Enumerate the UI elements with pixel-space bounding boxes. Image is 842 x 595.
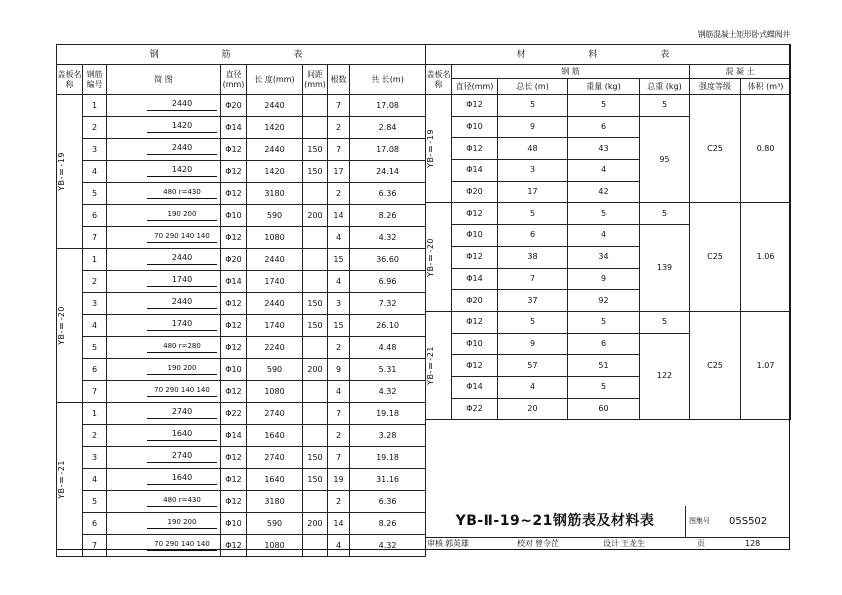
bar-spacing bbox=[303, 403, 328, 425]
reviewer-name: 郭英雄 bbox=[445, 539, 469, 548]
bar-spacing: 150 bbox=[303, 447, 328, 469]
bar-shape-label: 1740 bbox=[147, 318, 217, 331]
slab-name: YB-Ⅱ-19 bbox=[57, 152, 66, 191]
bar-diameter: Φ12 bbox=[221, 293, 247, 315]
rebar-row bbox=[57, 535, 426, 557]
bar-spacing bbox=[303, 491, 328, 513]
rebar-table-title: 钢 筋 表 bbox=[57, 45, 426, 65]
bar-count: 2 bbox=[328, 183, 350, 205]
mat-total-weight-rest: 95 bbox=[640, 116, 690, 203]
bar-shape-label: 2440 bbox=[147, 296, 217, 309]
bar-shape-label: 70 290 140 140 bbox=[147, 538, 217, 551]
slab-name-cell bbox=[57, 95, 83, 249]
bar-number: 4 bbox=[83, 315, 107, 337]
mat-col-concrete: 混 凝 土 bbox=[690, 65, 791, 79]
mat-col-diameter: 直径(mm) bbox=[452, 79, 498, 95]
rebar-row bbox=[57, 139, 426, 161]
bar-total-length: 6.96 bbox=[350, 271, 426, 293]
mat-diameter: Φ12 bbox=[452, 203, 498, 225]
slab-name: YB-Ⅱ-20 bbox=[57, 306, 66, 345]
rebar-row bbox=[57, 117, 426, 139]
page-number: 128 bbox=[745, 539, 761, 548]
bar-number: 7 bbox=[83, 381, 107, 403]
mat-col-weight: 重量 (kg) bbox=[568, 79, 640, 95]
bar-total-length: 8.26 bbox=[350, 205, 426, 227]
bar-diameter: Φ14 bbox=[221, 117, 247, 139]
mat-weight: 43 bbox=[568, 138, 640, 160]
bar-count: 14 bbox=[328, 513, 350, 535]
mat-slab-name: YB-Ⅱ-19 bbox=[426, 129, 435, 169]
mat-weight: 5 bbox=[568, 203, 640, 225]
bar-length: 2440 bbox=[247, 293, 303, 315]
bar-total-length: 19.18 bbox=[350, 403, 426, 425]
bar-count: 7 bbox=[328, 95, 350, 117]
mat-total-weight-first: 5 bbox=[640, 95, 690, 117]
bar-sketch bbox=[107, 337, 221, 359]
bar-number: 5 bbox=[83, 491, 107, 513]
concrete-grade: C25 bbox=[690, 203, 741, 311]
bar-spacing bbox=[303, 425, 328, 447]
bar-diameter: Φ12 bbox=[221, 337, 247, 359]
bar-length: 2740 bbox=[247, 403, 303, 425]
bar-diameter: Φ14 bbox=[221, 271, 247, 293]
bar-shape-label: 70 290 140 140 bbox=[147, 384, 217, 397]
bar-count: 7 bbox=[328, 139, 350, 161]
bar-total-length: 6.36 bbox=[350, 183, 426, 205]
bar-count: 19 bbox=[328, 469, 350, 491]
mat-total-length: 7 bbox=[498, 268, 568, 290]
bar-count: 2 bbox=[328, 337, 350, 359]
rebar-row bbox=[57, 249, 426, 271]
bar-length: 590 bbox=[247, 359, 303, 381]
bar-spacing bbox=[303, 95, 328, 117]
mat-total-length: 5 bbox=[498, 95, 568, 117]
bar-number: 3 bbox=[83, 293, 107, 315]
bar-length: 2440 bbox=[247, 139, 303, 161]
bar-number: 7 bbox=[83, 535, 107, 557]
bar-number: 1 bbox=[83, 249, 107, 271]
bar-count: 4 bbox=[328, 271, 350, 293]
concrete-grade: C25 bbox=[690, 95, 741, 203]
bar-shape-label: 480 r=280 bbox=[147, 340, 217, 353]
atlas-block bbox=[685, 506, 790, 538]
bar-length: 590 bbox=[247, 205, 303, 227]
bar-length: 1080 bbox=[247, 381, 303, 403]
rebar-table bbox=[56, 44, 426, 557]
bar-sketch bbox=[107, 425, 221, 447]
bar-diameter: Φ12 bbox=[221, 469, 247, 491]
bar-total-length: 7.32 bbox=[350, 293, 426, 315]
mat-diameter: Φ14 bbox=[452, 376, 498, 398]
bar-sketch bbox=[107, 205, 221, 227]
bar-diameter: Φ10 bbox=[221, 205, 247, 227]
mat-total-weight-first: 5 bbox=[640, 311, 690, 333]
bar-total-length: 4.48 bbox=[350, 337, 426, 359]
bar-sketch bbox=[107, 161, 221, 183]
bar-spacing bbox=[303, 337, 328, 359]
bar-count: 4 bbox=[328, 381, 350, 403]
bar-sketch bbox=[107, 381, 221, 403]
mat-total-length: 37 bbox=[498, 290, 568, 312]
bar-shape-label: 190 200 bbox=[147, 516, 217, 529]
mat-diameter: Φ22 bbox=[452, 398, 498, 420]
bar-shape-label: 70 290 140 140 bbox=[147, 230, 217, 243]
bar-shape-label: 1740 bbox=[147, 274, 217, 287]
slab-name-cell bbox=[57, 403, 83, 557]
drawing-title: YB-Ⅱ-19~21钢筋表及材料表 bbox=[425, 506, 686, 538]
bar-total-length: 4.32 bbox=[350, 535, 426, 557]
mat-diameter: Φ20 bbox=[452, 290, 498, 312]
concrete-volume: 1.07 bbox=[741, 311, 791, 419]
bar-number: 1 bbox=[83, 403, 107, 425]
col-length: 长 度(mm) bbox=[247, 65, 303, 95]
bar-total-length: 2.84 bbox=[350, 117, 426, 139]
bar-count: 4 bbox=[328, 535, 350, 557]
bar-diameter: Φ12 bbox=[221, 491, 247, 513]
bar-total-length: 4.32 bbox=[350, 381, 426, 403]
bar-spacing: 200 bbox=[303, 513, 328, 535]
bar-number: 5 bbox=[83, 337, 107, 359]
col-sketch: 简 图 bbox=[107, 65, 221, 95]
mat-col-total-weight: 总重 (kg) bbox=[640, 79, 690, 95]
bar-length: 1080 bbox=[247, 227, 303, 249]
bar-length: 2240 bbox=[247, 337, 303, 359]
bar-sketch bbox=[107, 513, 221, 535]
mat-diameter: Φ12 bbox=[452, 355, 498, 377]
bar-sketch bbox=[107, 117, 221, 139]
mat-weight: 60 bbox=[568, 398, 640, 420]
rebar-row bbox=[57, 337, 426, 359]
mat-slab-name: YB-Ⅱ-20 bbox=[426, 237, 435, 277]
bar-spacing: 200 bbox=[303, 359, 328, 381]
bar-length: 3180 bbox=[247, 183, 303, 205]
mat-total-length: 5 bbox=[498, 203, 568, 225]
col-count: 根数 bbox=[328, 65, 350, 95]
bar-shape-label: 1420 bbox=[147, 164, 217, 177]
design-label: 设计 bbox=[603, 539, 619, 548]
bar-number: 6 bbox=[83, 513, 107, 535]
col-spacing: 间距(mm) bbox=[303, 65, 328, 95]
checker-name: 曾令茳 bbox=[535, 539, 559, 548]
rebar-row bbox=[57, 315, 426, 337]
concrete-grade: C25 bbox=[690, 311, 741, 419]
col-bar-no: 钢筋编号 bbox=[83, 65, 107, 95]
material-row bbox=[426, 311, 791, 333]
mat-diameter: Φ14 bbox=[452, 160, 498, 182]
rebar-row bbox=[57, 381, 426, 403]
mat-slab-name: YB-Ⅱ-21 bbox=[426, 346, 435, 385]
material-row bbox=[426, 95, 791, 117]
bar-total-length: 5.31 bbox=[350, 359, 426, 381]
rebar-row bbox=[57, 425, 426, 447]
bar-total-length: 26.10 bbox=[350, 315, 426, 337]
bar-total-length: 3.28 bbox=[350, 425, 426, 447]
bar-sketch bbox=[107, 315, 221, 337]
review-label: 审核 bbox=[427, 539, 443, 548]
bar-diameter: Φ14 bbox=[221, 425, 247, 447]
mat-weight: 6 bbox=[568, 116, 640, 138]
bar-diameter: Φ22 bbox=[221, 403, 247, 425]
bar-count: 9 bbox=[328, 359, 350, 381]
col-diameter: 直径(mm) bbox=[221, 65, 247, 95]
bar-count: 7 bbox=[328, 403, 350, 425]
bar-number: 7 bbox=[83, 227, 107, 249]
mat-total-length: 9 bbox=[498, 333, 568, 355]
bar-sketch bbox=[107, 183, 221, 205]
mat-weight: 51 bbox=[568, 355, 640, 377]
mat-weight: 5 bbox=[568, 376, 640, 398]
bar-number: 6 bbox=[83, 359, 107, 381]
bar-count: 2 bbox=[328, 491, 350, 513]
bar-count: 15 bbox=[328, 315, 350, 337]
bar-diameter: Φ10 bbox=[221, 513, 247, 535]
bar-diameter: Φ12 bbox=[221, 535, 247, 557]
bar-length: 3180 bbox=[247, 491, 303, 513]
rebar-row bbox=[57, 447, 426, 469]
material-table-title: 材 料 表 bbox=[426, 45, 791, 65]
bar-shape-label: 2440 bbox=[147, 98, 217, 111]
bar-shape-label: 480 r=430 bbox=[147, 186, 217, 199]
bar-shape-label: 2440 bbox=[147, 142, 217, 155]
bar-diameter: Φ12 bbox=[221, 447, 247, 469]
bar-number: 6 bbox=[83, 205, 107, 227]
bar-total-length: 17.08 bbox=[350, 95, 426, 117]
rebar-row bbox=[57, 161, 426, 183]
bar-sketch bbox=[107, 469, 221, 491]
bar-number: 3 bbox=[83, 139, 107, 161]
mat-weight: 34 bbox=[568, 246, 640, 268]
mat-total-length: 3 bbox=[498, 160, 568, 182]
bar-number: 2 bbox=[83, 425, 107, 447]
mat-weight: 9 bbox=[568, 268, 640, 290]
bar-sketch bbox=[107, 227, 221, 249]
mat-diameter: Φ20 bbox=[452, 181, 498, 203]
bar-spacing: 150 bbox=[303, 161, 328, 183]
bar-length: 590 bbox=[247, 513, 303, 535]
concrete-volume: 0.80 bbox=[741, 95, 791, 203]
mat-col-total-length: 总长 (m) bbox=[498, 79, 568, 95]
mat-weight: 6 bbox=[568, 333, 640, 355]
signature-row bbox=[425, 537, 790, 550]
mat-total-weight-rest: 122 bbox=[640, 333, 690, 420]
bar-diameter: Φ20 bbox=[221, 249, 247, 271]
col-total-length: 共 长(m) bbox=[350, 65, 426, 95]
bar-shape-label: 190 200 bbox=[147, 208, 217, 221]
mat-diameter: Φ12 bbox=[452, 138, 498, 160]
bar-length: 2440 bbox=[247, 95, 303, 117]
mat-slab-name-cell bbox=[426, 203, 452, 311]
check-label: 校对 bbox=[517, 539, 533, 548]
bar-spacing: 150 bbox=[303, 469, 328, 491]
bar-diameter: Φ10 bbox=[221, 359, 247, 381]
bar-diameter: Φ12 bbox=[221, 227, 247, 249]
mat-total-length: 5 bbox=[498, 311, 568, 333]
bar-total-length: 31.16 bbox=[350, 469, 426, 491]
bar-number: 5 bbox=[83, 183, 107, 205]
bar-spacing: 150 bbox=[303, 315, 328, 337]
rebar-row bbox=[57, 293, 426, 315]
bar-length: 1420 bbox=[247, 161, 303, 183]
bar-spacing bbox=[303, 227, 328, 249]
bar-count: 14 bbox=[328, 205, 350, 227]
bar-diameter: Φ12 bbox=[221, 183, 247, 205]
mat-total-length: 48 bbox=[498, 138, 568, 160]
mat-diameter: Φ14 bbox=[452, 268, 498, 290]
bar-shape-label: 1640 bbox=[147, 472, 217, 485]
bar-total-length: 24.14 bbox=[350, 161, 426, 183]
mat-col-slab: 盖板名称 bbox=[426, 65, 452, 95]
mat-weight: 92 bbox=[568, 290, 640, 312]
rebar-row bbox=[57, 183, 426, 205]
bar-count: 4 bbox=[328, 227, 350, 249]
rebar-row bbox=[57, 491, 426, 513]
mat-diameter: Φ12 bbox=[452, 311, 498, 333]
bar-count: 7 bbox=[328, 447, 350, 469]
bar-total-length: 8.26 bbox=[350, 513, 426, 535]
designer-name: 王龙生 bbox=[621, 539, 645, 548]
slab-name: YB-Ⅱ-21 bbox=[57, 460, 66, 499]
bar-shape-label: 2740 bbox=[147, 450, 217, 463]
bar-diameter: Φ12 bbox=[221, 381, 247, 403]
bar-diameter: Φ12 bbox=[221, 161, 247, 183]
bar-length: 2440 bbox=[247, 249, 303, 271]
bar-diameter: Φ12 bbox=[221, 139, 247, 161]
bar-number: 2 bbox=[83, 117, 107, 139]
atlas-number: 05S502 bbox=[729, 516, 768, 527]
mat-weight: 5 bbox=[568, 311, 640, 333]
page-label: 页 bbox=[697, 539, 705, 548]
bar-count: 2 bbox=[328, 117, 350, 139]
bar-spacing bbox=[303, 271, 328, 293]
mat-slab-name-cell bbox=[426, 95, 452, 203]
bar-spacing bbox=[303, 535, 328, 557]
bar-sketch bbox=[107, 95, 221, 117]
mat-diameter: Φ10 bbox=[452, 116, 498, 138]
bar-length: 2740 bbox=[247, 447, 303, 469]
bar-length: 1740 bbox=[247, 271, 303, 293]
title-block bbox=[425, 506, 790, 550]
rebar-row bbox=[57, 205, 426, 227]
bar-sketch bbox=[107, 139, 221, 161]
drawing-series-title: 钢筋混凝土矩形卧式蝶阀井 bbox=[697, 30, 790, 39]
mat-total-length: 17 bbox=[498, 181, 568, 203]
mat-weight: 5 bbox=[568, 95, 640, 117]
material-row bbox=[426, 203, 791, 225]
rebar-row bbox=[57, 513, 426, 535]
bar-sketch bbox=[107, 249, 221, 271]
bar-total-length: 36.60 bbox=[350, 249, 426, 271]
bar-sketch bbox=[107, 535, 221, 557]
mat-diameter: Φ10 bbox=[452, 333, 498, 355]
bar-shape-label: 1420 bbox=[147, 120, 217, 133]
bar-length: 1640 bbox=[247, 469, 303, 491]
mat-weight: 4 bbox=[568, 160, 640, 182]
bar-spacing: 150 bbox=[303, 139, 328, 161]
bar-number: 4 bbox=[83, 161, 107, 183]
bar-sketch bbox=[107, 359, 221, 381]
bar-sketch bbox=[107, 271, 221, 293]
bar-number: 2 bbox=[83, 271, 107, 293]
bar-diameter: Φ12 bbox=[221, 315, 247, 337]
slab-name-cell bbox=[57, 249, 83, 403]
rebar-row bbox=[57, 359, 426, 381]
bar-length: 1080 bbox=[247, 535, 303, 557]
bar-shape-label: 2740 bbox=[147, 406, 217, 419]
bar-count: 15 bbox=[328, 249, 350, 271]
mat-col-grade: 强度等级 bbox=[690, 79, 741, 95]
bar-number: 3 bbox=[83, 447, 107, 469]
bar-sketch bbox=[107, 293, 221, 315]
bar-total-length: 6.36 bbox=[350, 491, 426, 513]
rebar-row bbox=[57, 271, 426, 293]
bar-total-length: 19.18 bbox=[350, 447, 426, 469]
rebar-row bbox=[57, 403, 426, 425]
mat-total-length: 9 bbox=[498, 116, 568, 138]
mat-total-length: 4 bbox=[498, 376, 568, 398]
mat-col-volume: 体积 (m³) bbox=[741, 79, 791, 95]
bar-total-length: 17.08 bbox=[350, 139, 426, 161]
bar-shape-label: 1640 bbox=[147, 428, 217, 441]
bar-length: 1740 bbox=[247, 315, 303, 337]
bar-shape-label: 190 200 bbox=[147, 362, 217, 375]
bar-sketch bbox=[107, 491, 221, 513]
mat-total-length: 38 bbox=[498, 246, 568, 268]
mat-weight: 4 bbox=[568, 225, 640, 247]
bar-shape-label: 480 r=430 bbox=[147, 494, 217, 507]
mat-col-steel: 钢 筋 bbox=[452, 65, 690, 79]
mat-total-weight-rest: 139 bbox=[640, 225, 690, 312]
rebar-row bbox=[57, 469, 426, 491]
rebar-row bbox=[57, 227, 426, 249]
bar-spacing bbox=[303, 183, 328, 205]
col-slab-name: 盖板名称 bbox=[57, 65, 83, 95]
mat-weight: 42 bbox=[568, 181, 640, 203]
bar-spacing bbox=[303, 117, 328, 139]
bar-total-length: 4.32 bbox=[350, 227, 426, 249]
bar-spacing: 150 bbox=[303, 293, 328, 315]
bar-number: 1 bbox=[83, 95, 107, 117]
mat-total-weight-first: 5 bbox=[640, 203, 690, 225]
bar-length: 1640 bbox=[247, 425, 303, 447]
bar-count: 17 bbox=[328, 161, 350, 183]
mat-total-length: 20 bbox=[498, 398, 568, 420]
bar-spacing bbox=[303, 249, 328, 271]
mat-total-length: 6 bbox=[498, 225, 568, 247]
bar-count: 3 bbox=[328, 293, 350, 315]
bar-sketch bbox=[107, 447, 221, 469]
bar-shape-label: 2440 bbox=[147, 252, 217, 265]
bar-count: 2 bbox=[328, 425, 350, 447]
mat-total-length: 57 bbox=[498, 355, 568, 377]
concrete-volume: 1.06 bbox=[741, 203, 791, 311]
bar-spacing: 200 bbox=[303, 205, 328, 227]
mat-slab-name-cell bbox=[426, 311, 452, 419]
mat-diameter: Φ10 bbox=[452, 225, 498, 247]
bar-diameter: Φ20 bbox=[221, 95, 247, 117]
bar-spacing bbox=[303, 381, 328, 403]
material-table bbox=[425, 44, 791, 420]
rebar-row bbox=[57, 95, 426, 117]
mat-diameter: Φ12 bbox=[452, 95, 498, 117]
bar-sketch bbox=[107, 403, 221, 425]
atlas-label: 图集号 bbox=[689, 517, 710, 525]
bar-length: 1420 bbox=[247, 117, 303, 139]
mat-diameter: Φ12 bbox=[452, 246, 498, 268]
bar-number: 4 bbox=[83, 469, 107, 491]
